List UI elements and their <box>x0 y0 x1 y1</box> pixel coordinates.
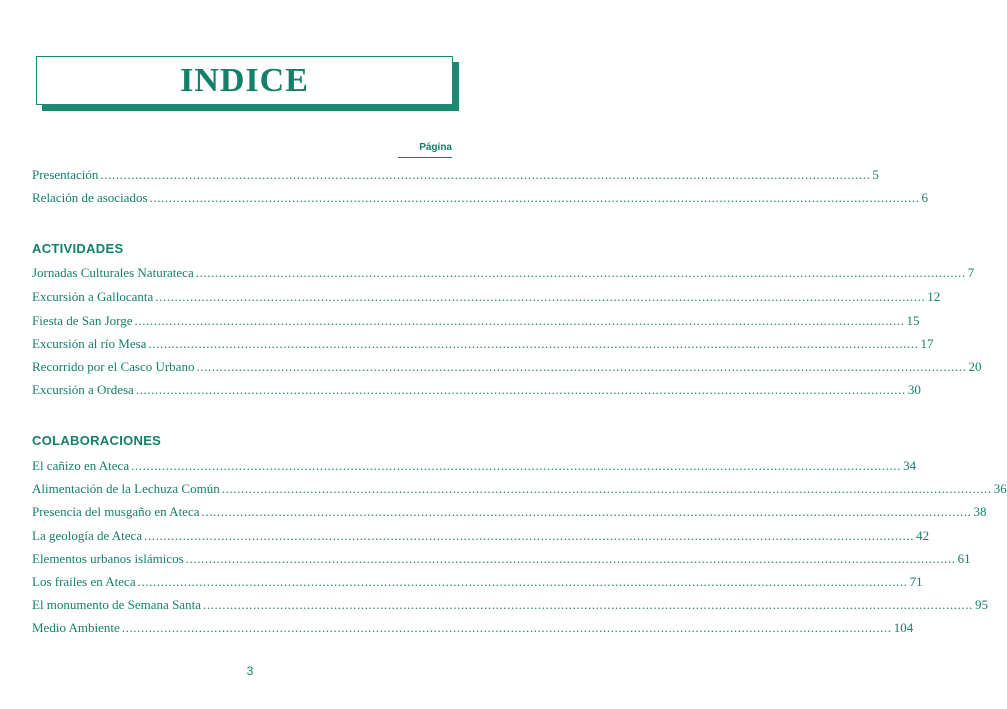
section-heading-actividades: ACTIVIDADES <box>32 241 124 256</box>
toc-entry-page: 36 <box>993 481 1007 496</box>
toc-entry-label: Excursión al río Mesa <box>32 336 147 351</box>
toc-entry-label: Excursión a Gallocanta <box>32 289 154 304</box>
toc-entry <box>32 551 971 569</box>
toc-entry-label: Alimentación de la Lechuza Común <box>32 481 220 496</box>
toc-entry <box>32 359 982 377</box>
dot-leader: ........................................................................................................................................................................................................ <box>137 574 908 589</box>
toc-entry <box>32 574 923 592</box>
page-column-rule <box>398 157 452 158</box>
dot-leader: ........................................................................................................................................................................................................ <box>100 167 871 182</box>
toc-entry-page: 17 <box>920 336 934 351</box>
toc-entry <box>32 504 987 522</box>
toc-entry-page: 15 <box>906 313 920 328</box>
toc-entry-label: El monumento de Semana Santa <box>32 597 201 612</box>
dot-leader: ........................................................................................................................................................................................................ <box>121 620 892 635</box>
toc-entry-label: Relación de asociados <box>32 190 148 205</box>
toc-entry-label: El cañizo en Ateca <box>32 458 130 473</box>
dot-leader: ........................................................................................................................................................................................................ <box>201 504 972 519</box>
toc-entry-page: 20 <box>968 359 982 374</box>
dot-leader: ........................................................................................................................................................................................................ <box>155 289 926 304</box>
toc-entry <box>32 265 975 283</box>
toc-entry-page: 104 <box>893 620 914 635</box>
toc-entry-page: 61 <box>957 551 971 566</box>
toc-entry <box>32 597 988 615</box>
toc-entry <box>32 620 914 638</box>
dot-leader: ........................................................................................................................................................................................................ <box>196 359 967 374</box>
dot-leader: ........................................................................................................................................................................................................ <box>185 551 956 566</box>
dot-leader: ........................................................................................................................................................................................................ <box>221 481 992 496</box>
toc-entry-label: Recorrido por el Casco Urbano <box>32 359 195 374</box>
dot-leader: ........................................................................................................................................................................................................ <box>134 313 905 328</box>
dot-leader: ........................................................................................................................................................................................................ <box>202 597 973 612</box>
toc-entry-label: Fiesta de San Jorge <box>32 313 133 328</box>
toc-entry-label: Presentación <box>32 167 99 182</box>
dot-leader: ........................................................................................................................................................................................................ <box>144 528 915 543</box>
section-heading-colaboraciones: COLABORACIONES <box>32 433 162 448</box>
toc-entry <box>32 458 917 476</box>
toc-entry <box>32 481 1007 499</box>
dot-leader: ........................................................................................................................................................................................................ <box>149 190 920 205</box>
toc-entry-label: Jornadas Culturales Naturateca <box>32 265 194 280</box>
toc-entry <box>32 190 929 208</box>
toc-entry-page: 42 <box>916 528 930 543</box>
toc-entry-page: 7 <box>967 265 975 280</box>
toc-entry-label: Los frailes en Ateca <box>32 574 136 589</box>
toc-entry-label: Excursión a Ordesa <box>32 382 134 397</box>
toc-entry-page: 30 <box>907 382 921 397</box>
dot-leader: ........................................................................................................................................................................................................ <box>131 458 902 473</box>
toc-entry <box>32 167 879 185</box>
dot-leader: ........................................................................................................................................................................................................ <box>148 336 919 351</box>
toc-entry-page: 71 <box>909 574 923 589</box>
title-box <box>36 56 453 105</box>
toc-entry <box>32 289 941 307</box>
toc-entry-page: 34 <box>903 458 917 473</box>
page-column-label: Página <box>419 142 452 153</box>
toc-entry <box>32 382 921 400</box>
toc-entry-label: La geología de Ateca <box>32 528 143 543</box>
toc-entry-label: Medio Ambiente <box>32 620 120 635</box>
toc-entry-page: 38 <box>973 504 987 519</box>
dot-leader: ........................................................................................................................................................................................................ <box>135 382 906 397</box>
toc-entry-label: Presencia del musgaño en Ateca <box>32 504 200 519</box>
toc-entry <box>32 336 934 354</box>
toc-entry-label: Elementos urbanos islámicos <box>32 551 184 566</box>
page-number: 3 <box>246 664 254 678</box>
toc-entry-page: 5 <box>872 167 879 182</box>
page-title: INDICE <box>180 61 309 99</box>
dot-leader: ........................................................................................................................................................................................................ <box>195 265 966 280</box>
toc-entry-page: 6 <box>921 190 929 205</box>
toc-entry <box>32 528 930 546</box>
toc-entry <box>32 313 920 331</box>
toc-entry-page: 95 <box>974 597 988 612</box>
toc-entry-page: 12 <box>927 289 941 304</box>
